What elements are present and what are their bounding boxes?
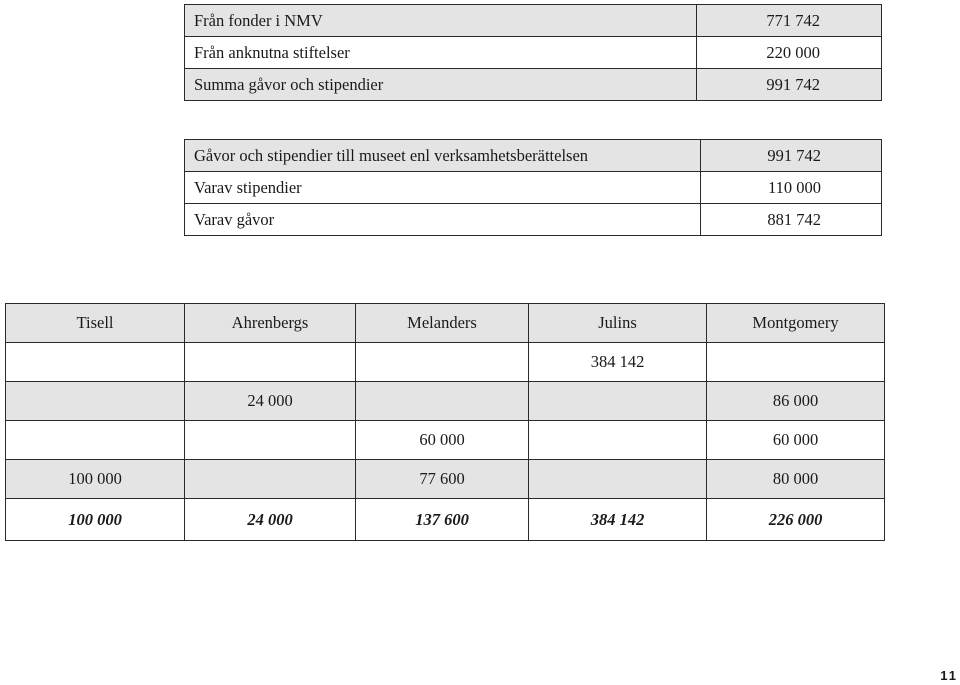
row-label: Gåvor och stipendier till museet enl verksamhetsberättelsen [185, 140, 701, 172]
table-row [6, 460, 885, 499]
table-row [6, 343, 885, 382]
column-header: Melanders [356, 304, 529, 343]
row-label: Varav gåvor [185, 204, 701, 236]
table-row [185, 37, 882, 69]
table-cell [529, 421, 707, 460]
grants-breakdown-table [184, 139, 882, 236]
table-cell [707, 343, 885, 382]
page-number: 11 [940, 668, 958, 683]
row-label: Från fonder i NMV [185, 5, 697, 37]
table-cell [6, 421, 185, 460]
total-cell: 137 600 [356, 499, 529, 541]
funding-sources-table [184, 4, 882, 101]
table-cell [185, 460, 356, 499]
table-cell [356, 343, 529, 382]
foundations-table [5, 303, 885, 541]
table-cell: 24 000 [185, 382, 356, 421]
table-row [185, 69, 882, 101]
table-cell: 77 600 [356, 460, 529, 499]
totals-row [6, 499, 885, 541]
table-cell [529, 382, 707, 421]
table-row [6, 421, 885, 460]
table-row [185, 140, 882, 172]
table-row [185, 204, 882, 236]
column-header: Montgomery [707, 304, 885, 343]
table-cell [6, 343, 185, 382]
table-cell: 384 142 [529, 343, 707, 382]
table-cell: 100 000 [6, 460, 185, 499]
row-value: 771 742 [697, 5, 882, 37]
row-label: Från anknutna stiftelser [185, 37, 697, 69]
row-value: 991 742 [701, 140, 882, 172]
table-row [185, 5, 882, 37]
table-cell [6, 382, 185, 421]
row-label: Summa gåvor och stipendier [185, 69, 697, 101]
total-cell: 226 000 [707, 499, 885, 541]
row-value: 110 000 [701, 172, 882, 204]
table-cell: 80 000 [707, 460, 885, 499]
table-cell: 60 000 [707, 421, 885, 460]
total-cell: 384 142 [529, 499, 707, 541]
table-row [185, 172, 882, 204]
table-cell [185, 343, 356, 382]
table-cell [529, 460, 707, 499]
row-value: 991 742 [697, 69, 882, 101]
column-header: Ahrenbergs [185, 304, 356, 343]
total-cell: 24 000 [185, 499, 356, 541]
table-cell [356, 382, 529, 421]
table-cell: 60 000 [356, 421, 529, 460]
header-row [6, 304, 885, 343]
row-label: Varav stipendier [185, 172, 701, 204]
table-row [6, 382, 885, 421]
row-value: 881 742 [701, 204, 882, 236]
table-cell [185, 421, 356, 460]
total-cell: 100 000 [6, 499, 185, 541]
column-header: Julins [529, 304, 707, 343]
table-cell: 86 000 [707, 382, 885, 421]
column-header: Tisell [6, 304, 185, 343]
row-value: 220 000 [697, 37, 882, 69]
